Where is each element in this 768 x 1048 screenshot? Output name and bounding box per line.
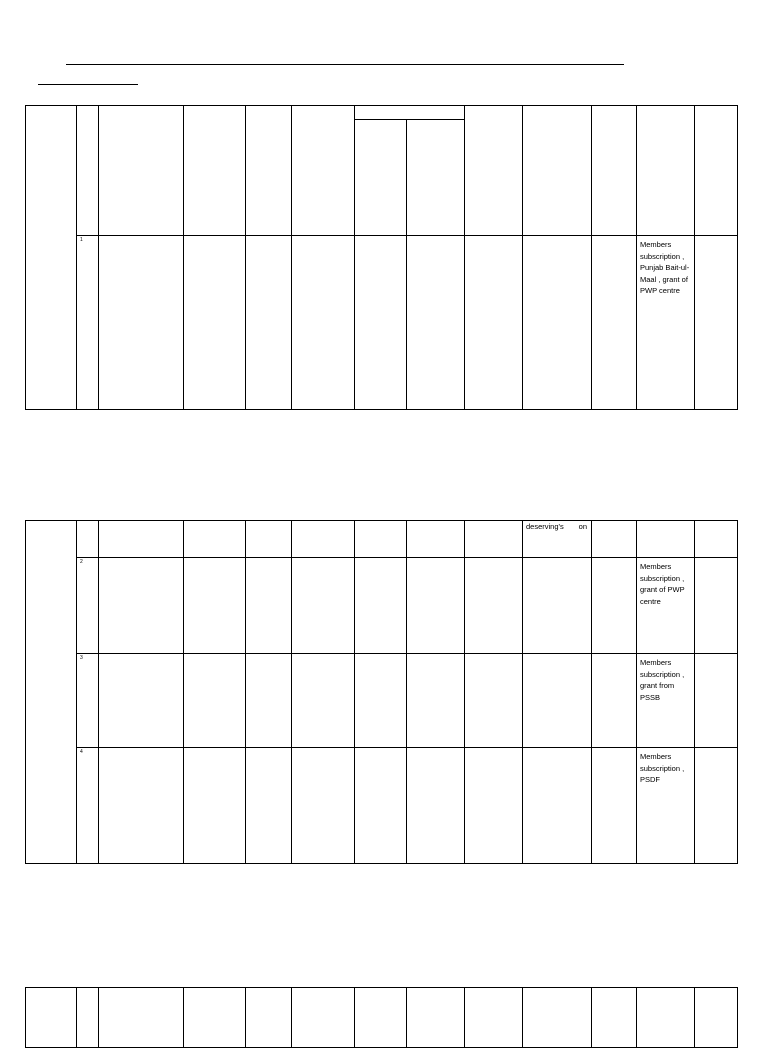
table-1-header-cell (77, 106, 99, 236)
data-cell (292, 521, 355, 558)
data-cell (592, 988, 637, 1048)
table-row (26, 236, 738, 410)
data-cell (465, 988, 523, 1048)
data-cell (184, 748, 246, 864)
data-cell (77, 988, 99, 1048)
table-1-header-cell (592, 106, 637, 236)
data-cell (592, 748, 637, 864)
continued-text-cell (523, 521, 592, 558)
data-cell (407, 521, 465, 558)
data-cell (465, 748, 523, 864)
funding-sources-text: Members subscription , grant from PSSB (640, 658, 685, 702)
data-cell (465, 654, 523, 748)
data-cell (184, 654, 246, 748)
data-cell (292, 558, 355, 654)
table-1-sector-cell (26, 106, 77, 410)
table-row (26, 654, 738, 748)
serial-number: 1 (80, 237, 83, 243)
data-cell (99, 988, 184, 1048)
data-cell (523, 654, 592, 748)
table-1-header-cell (184, 106, 246, 236)
data-cell (184, 521, 246, 558)
data-cell (355, 748, 407, 864)
data-cell (592, 236, 637, 410)
data-cell (637, 988, 695, 1048)
table-2-sector-cell (26, 521, 77, 864)
data-cell (407, 654, 465, 748)
continued-text (523, 521, 591, 532)
data-cell (407, 236, 465, 410)
table-1-subheader-cell (355, 120, 407, 236)
table-1-header-cell (465, 106, 523, 236)
data-cell (292, 748, 355, 864)
data-cell (26, 988, 77, 1048)
table-1-subheader-cell (407, 120, 465, 236)
data-cell (465, 521, 523, 558)
data-cell (523, 558, 592, 654)
data-cell (523, 236, 592, 410)
funding-sources-text: Members subscription , Punjab Bait-ul- Maal , grant of PWP centre (640, 240, 690, 295)
table-row (26, 558, 738, 654)
title-underline (66, 64, 624, 65)
table-row (26, 521, 738, 558)
continued-word: deserving's (526, 522, 564, 531)
data-cell (292, 236, 355, 410)
serial-number: 3 (80, 655, 83, 661)
data-cell (246, 988, 292, 1048)
data-cell (246, 521, 292, 558)
data-cell (355, 654, 407, 748)
table-1-header-cell (695, 106, 738, 236)
data-cell (246, 236, 292, 410)
table-1-header-cell (637, 106, 695, 236)
table-3 (25, 987, 738, 1048)
data-cell (99, 558, 184, 654)
table-1-header-cell (523, 106, 592, 236)
table-1-header-cell (292, 106, 355, 236)
data-cell (695, 988, 738, 1048)
data-cell (695, 521, 738, 558)
data-cell (355, 236, 407, 410)
data-cell (246, 748, 292, 864)
data-cell (523, 988, 592, 1048)
data-cell (355, 988, 407, 1048)
data-cell (407, 988, 465, 1048)
data-cell (695, 654, 738, 748)
data-cell (246, 558, 292, 654)
table-row (26, 988, 738, 1048)
continued-word: on (578, 522, 587, 531)
data-cell (292, 654, 355, 748)
serial-cell (77, 236, 99, 410)
funding-sources-text: Members subscription , PSDF (640, 752, 685, 784)
data-cell (77, 521, 99, 558)
data-cell (184, 988, 246, 1048)
table-2 (25, 520, 738, 864)
funding-sources-text: Members subscription , grant of PWP centre (640, 562, 685, 606)
table-row (26, 748, 738, 864)
data-cell (523, 748, 592, 864)
serial-number: 4 (80, 749, 83, 755)
serial-number: 2 (80, 559, 83, 565)
data-cell (695, 558, 738, 654)
data-cell (184, 558, 246, 654)
data-cell (465, 558, 523, 654)
table-1-header-cell (99, 106, 184, 236)
sources-cell (637, 558, 695, 654)
subtitle-underline (38, 84, 138, 85)
data-cell (465, 236, 523, 410)
table-1-group-header-cell (355, 106, 465, 120)
data-cell (592, 521, 637, 558)
data-cell (592, 654, 637, 748)
data-cell (99, 748, 184, 864)
sources-cell (637, 236, 695, 410)
data-cell (355, 558, 407, 654)
data-cell (99, 654, 184, 748)
data-cell (184, 236, 246, 410)
data-cell (355, 521, 407, 558)
table-1-header-cell (246, 106, 292, 236)
data-cell (99, 236, 184, 410)
data-cell (292, 988, 355, 1048)
sources-cell (637, 748, 695, 864)
data-cell (407, 558, 465, 654)
data-cell (695, 236, 738, 410)
serial-cell (77, 748, 99, 864)
data-cell (407, 748, 465, 864)
sources-cell (637, 654, 695, 748)
table-1 (25, 105, 738, 410)
serial-cell (77, 558, 99, 654)
serial-cell (77, 654, 99, 748)
data-cell (99, 521, 184, 558)
data-cell (695, 748, 738, 864)
data-cell (246, 654, 292, 748)
data-cell (592, 558, 637, 654)
data-cell (637, 521, 695, 558)
